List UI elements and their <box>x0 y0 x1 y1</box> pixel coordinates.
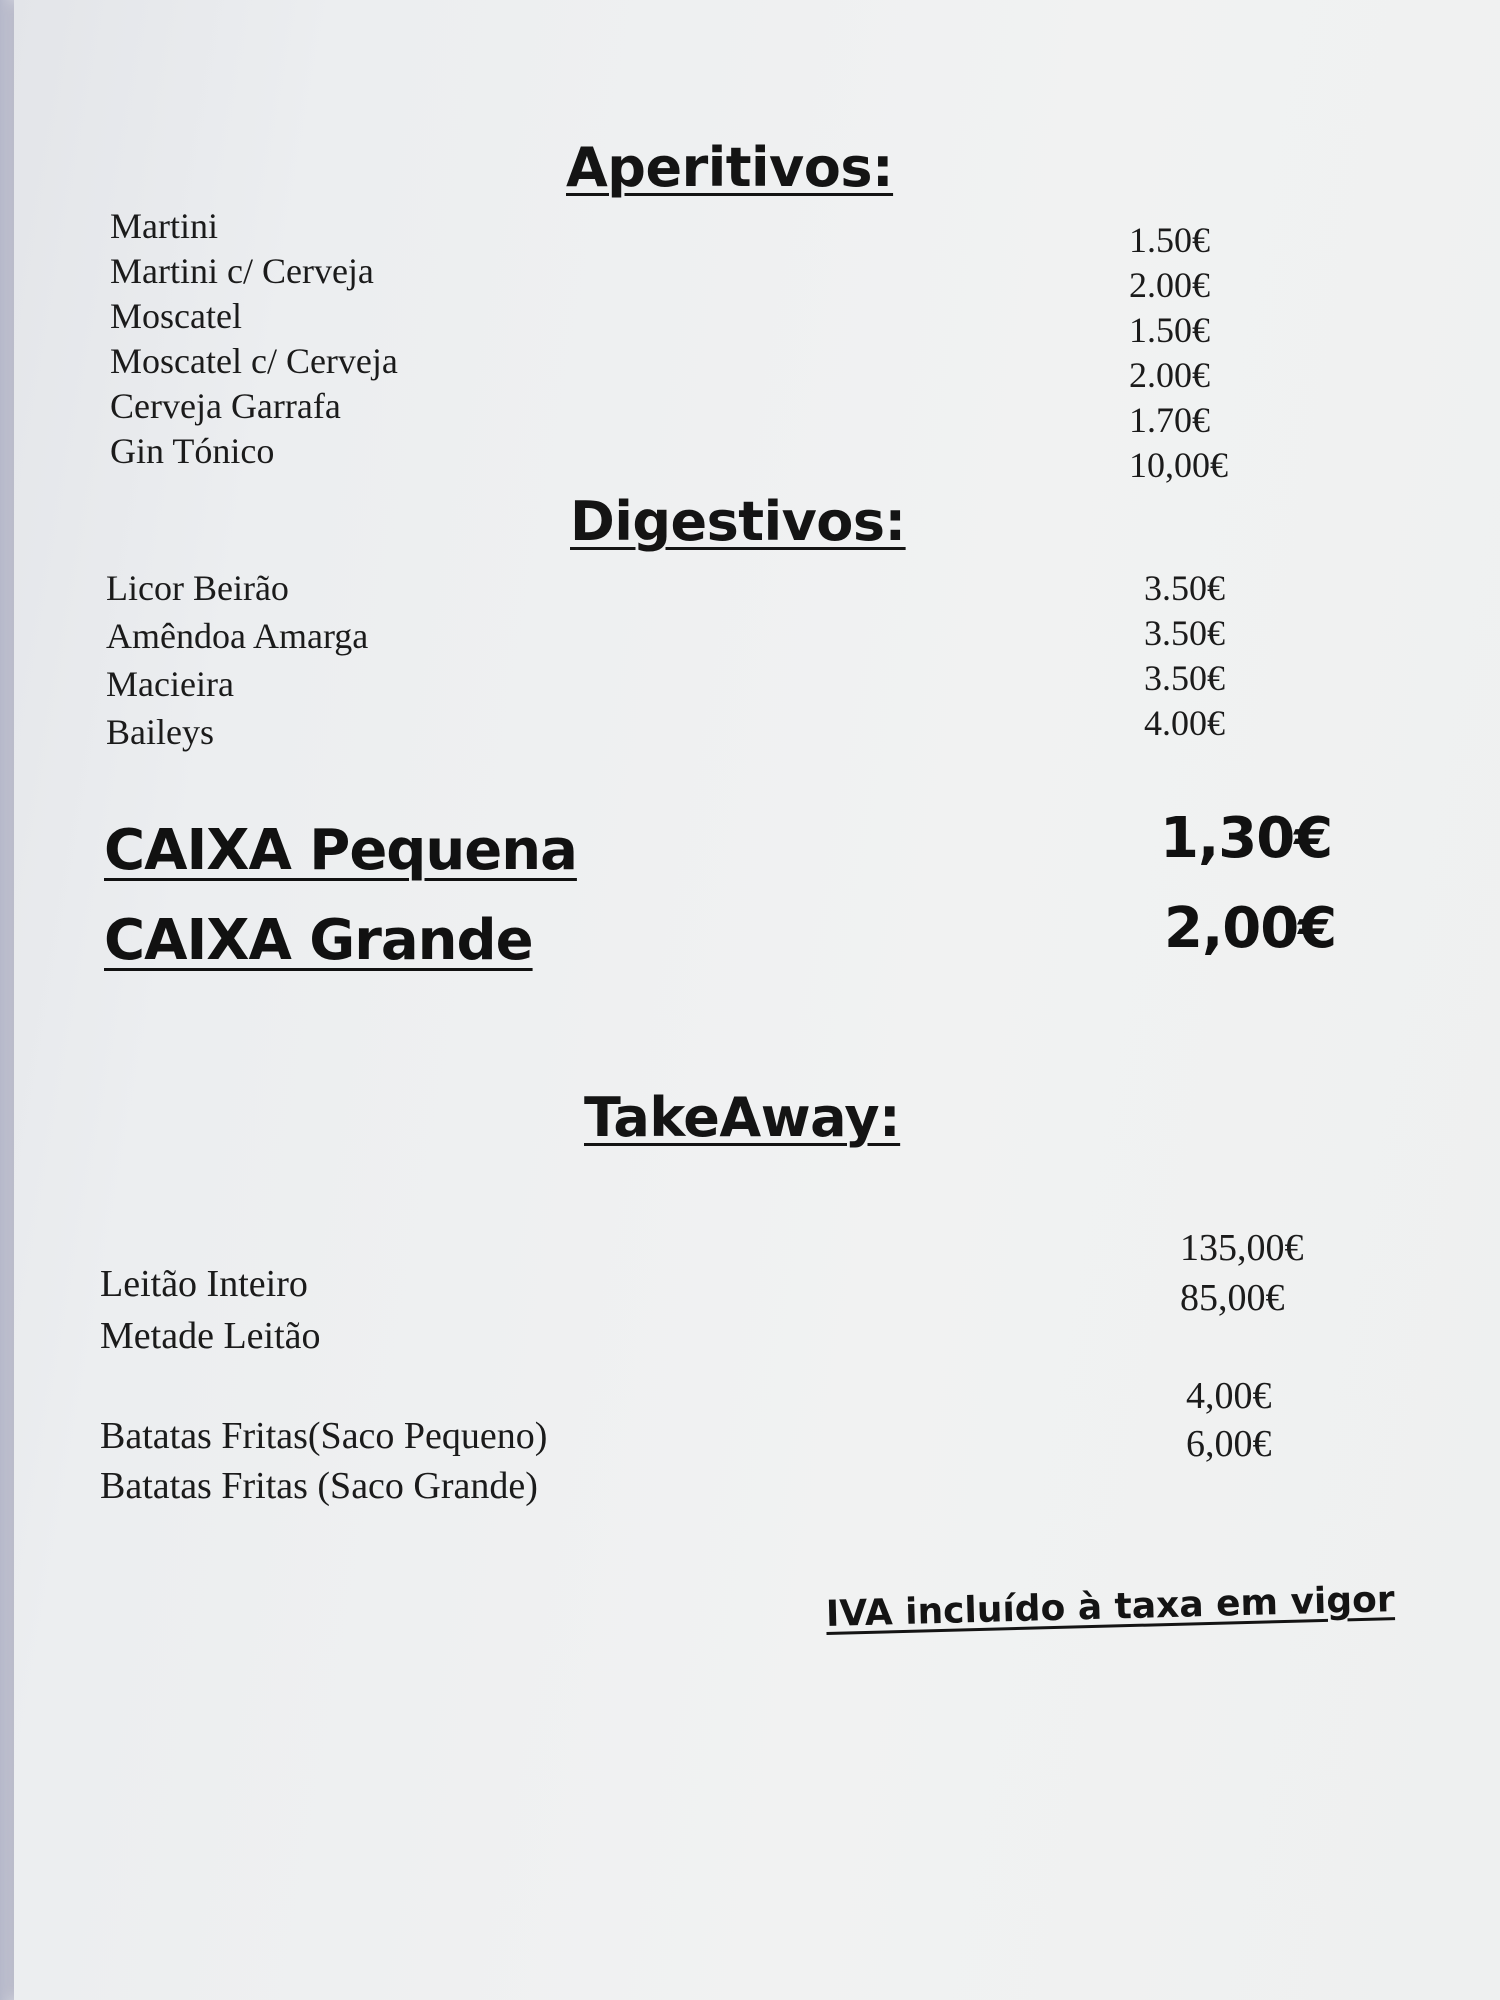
menu-item-price: 1.50€ <box>1129 220 1210 260</box>
section-title-takeaway: TakeAway: <box>584 1086 901 1149</box>
menu-item-price: 3.50€ <box>1144 568 1225 608</box>
digestivos-names <box>106 566 368 758</box>
menu-item-price: 2.00€ <box>1129 265 1210 305</box>
menu-item-name: Macieira <box>106 664 234 704</box>
caixa-grande-label: CAIXA Grande <box>104 908 533 973</box>
menu-item-name: Martini <box>110 206 218 246</box>
section-title-digestivos: Digestivos: <box>570 490 906 553</box>
menu-item-price: 6,00€ <box>1186 1423 1272 1465</box>
menu-item-price: 4,00€ <box>1186 1375 1272 1417</box>
menu-item-name: Moscatel c/ Cerveja <box>110 341 398 381</box>
menu-item-name: Cerveja Garrafa <box>110 386 341 426</box>
menu-item-name: Gin Tónico <box>110 431 275 471</box>
menu-item-name: Batatas Fritas(Saco Pequeno) <box>100 1415 548 1457</box>
menu-item-price: 1.70€ <box>1129 400 1210 440</box>
digestivos-prices <box>1144 566 1225 746</box>
menu-item-price: 3.50€ <box>1144 613 1225 653</box>
caixa-pequena-label: CAIXA Pequena <box>104 818 577 883</box>
menu-item-price: 85,00€ <box>1180 1277 1285 1319</box>
menu-item-name: Batatas Fritas (Saco Grande) <box>100 1465 538 1507</box>
menu-item-price: 10,00€ <box>1129 445 1228 485</box>
caixa-pequena-price: 1,30€ <box>1160 806 1333 871</box>
section-title-aperitivos: Aperitivos: <box>566 136 894 199</box>
menu-item-price: 3.50€ <box>1144 658 1225 698</box>
menu-item-name: Martini c/ Cerveja <box>110 251 374 291</box>
caixa-grande-price: 2,00€ <box>1164 896 1337 961</box>
menu-item-name: Amêndoa Amarga <box>106 616 369 656</box>
menu-item-name: Licor Beirão <box>106 568 289 608</box>
menu-item-price: 135,00€ <box>1180 1227 1304 1269</box>
vat-note: IVA incluído à taxa em vigor <box>825 1579 1396 1635</box>
aperitivos-names <box>110 204 398 474</box>
menu-item-price: 1.50€ <box>1129 310 1210 350</box>
aperitivos-prices <box>1129 218 1228 488</box>
menu-item-name: Baileys <box>106 712 214 752</box>
menu-item-price: 2.00€ <box>1129 355 1210 395</box>
menu-item-name: Moscatel <box>110 296 242 336</box>
menu-item-price: 4.00€ <box>1144 703 1225 743</box>
menu-item-name: Metade Leitão <box>100 1315 321 1357</box>
menu-page <box>14 0 1500 2000</box>
menu-item-name: Leitão Inteiro <box>100 1263 308 1305</box>
